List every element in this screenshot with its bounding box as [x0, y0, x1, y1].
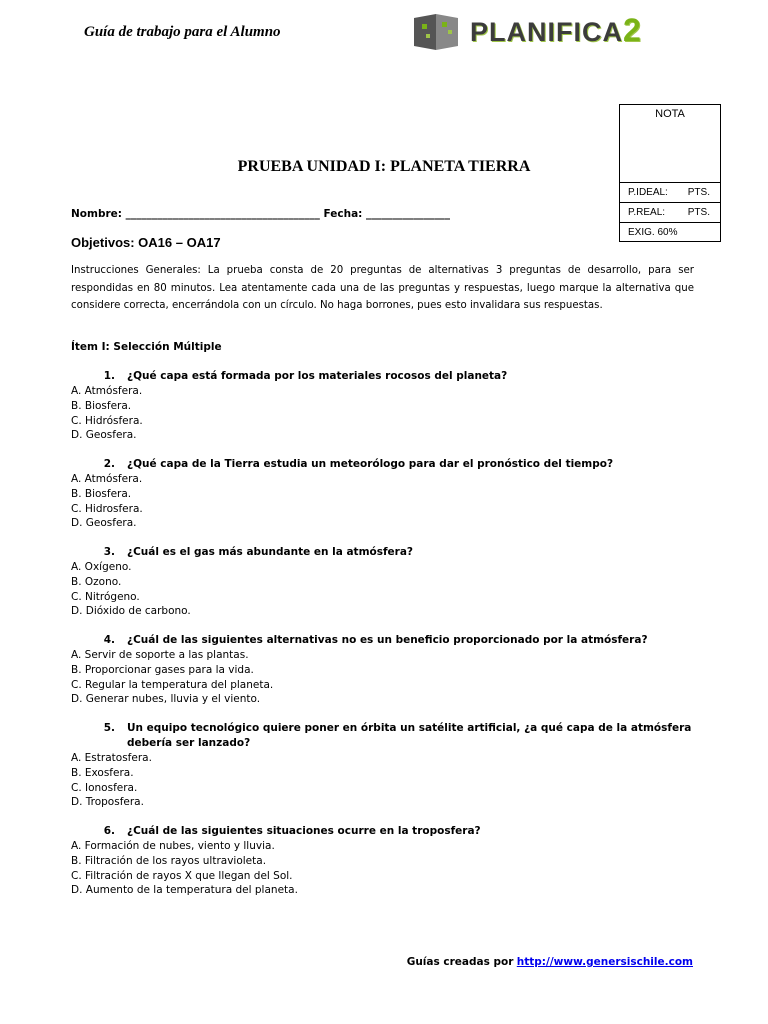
answer-option[interactable]: A. Estratosfera. [71, 752, 152, 764]
question-number: 4. [103, 634, 115, 646]
question-heading [71, 457, 711, 472]
item-title: Ítem I: Selección Múltiple [71, 341, 222, 353]
answer-option[interactable]: A. Atmósfera. [71, 473, 143, 485]
answer-option[interactable]: A. Oxígeno. [71, 561, 132, 573]
answer-option[interactable]: C. Nitrógeno. [71, 590, 140, 603]
question-heading [71, 369, 711, 384]
answer-option[interactable]: D. Aumento de la temperatura del planeta. [71, 884, 298, 897]
question-heading [71, 545, 711, 560]
question-text: Un equipo tecnológico quiere poner en órbita un satélite artificial, ¿a qué capa de la atmósfera debería ser lanzado? [127, 722, 692, 749]
answer-option[interactable]: C. Regular la temperatura del planeta. [71, 678, 274, 691]
answer-option[interactable]: D. Geosfera. [71, 429, 137, 442]
question-text: ¿Cuál de las siguientes alternativas no es un beneficio proporcionado por la atmósfera? [127, 634, 648, 646]
answer-option[interactable]: C. Ionosfera. [71, 781, 138, 794]
ideal-score-row: P.IDEAL: PTS. [620, 182, 720, 201]
answer-option[interactable]: C. Filtración de rayos X que llegan del Sol. [71, 869, 293, 882]
test-title: PRUEBA UNIDAD I: PLANETA TIERRA [237, 158, 531, 175]
question-text: ¿Qué capa de la Tierra estudia un meteorólogo para dar el pronóstico del tiempo? [127, 458, 614, 470]
question-number: 3. [103, 546, 115, 558]
answer-option[interactable]: B. Biosfera. [71, 487, 132, 500]
answer-option[interactable]: B. Filtración de los rayos ultravioleta. [71, 854, 267, 867]
header-title: Guía de trabajo para el Alumno [84, 24, 281, 40]
question-3 [71, 545, 711, 619]
footer [407, 956, 693, 968]
question-5 [71, 721, 711, 810]
question-2 [71, 457, 711, 531]
question-number: 1. [103, 370, 115, 382]
question-number: 2. [103, 458, 115, 470]
real-score-row: P.REAL: PTS. [620, 202, 720, 221]
exigency-row: EXIG. 60% [620, 222, 720, 241]
answer-option[interactable]: B. Biosfera. [71, 399, 132, 412]
answer-option[interactable]: C. Hidrósfera. [71, 414, 143, 427]
question-heading [71, 633, 711, 648]
question-number: 5. [103, 722, 115, 734]
answer-option[interactable]: A. Formación de nubes, viento y lluvia. [71, 840, 275, 852]
instructions: Instrucciones Generales: La prueba consta de 20 preguntas de alternativas 3 preguntas de desarrollo, para ser respondidas en 80 minutos. Lea atentamente cada una de las preguntas y respuestas, luego marque la alternativa que considere correcta, encerrándola con un círculo. No haga borrones, pues esto invalidara sus respuestas. [71, 265, 694, 311]
name-date-line: Nombre: _____________________________________ Fecha: ________________ [71, 208, 451, 220]
question-1 [71, 369, 711, 443]
answer-option[interactable]: D. Generar nubes, lluvia y el viento. [71, 693, 261, 706]
question-text: ¿Cuál de las siguientes situaciones ocurre en la troposfera? [127, 825, 481, 837]
question-6 [71, 824, 711, 898]
answer-option[interactable]: B. Ozono. [71, 575, 122, 588]
answer-option[interactable]: B. Exosfera. [71, 766, 134, 779]
answer-option[interactable]: D. Troposfera. [71, 796, 144, 809]
answer-option[interactable]: D. Geosfera. [71, 517, 137, 530]
answer-option[interactable]: A. Servir de soporte a las plantas. [71, 649, 249, 661]
grade-title: NOTA [655, 108, 685, 120]
question-number: 6. [103, 825, 115, 837]
logo-wordmark: PLANIFICA2 [470, 12, 642, 48]
question-heading [71, 721, 711, 751]
answer-option[interactable]: B. Proporcionar gases para la vida. [71, 663, 254, 676]
objectives: Objetivos: OA16 – OA17 [71, 235, 221, 250]
question-text: ¿Cuál es el gas más abundante en la atmósfera? [127, 546, 414, 558]
question-4 [71, 633, 711, 707]
footer-link[interactable]: http://www.genersischile.com [516, 956, 693, 968]
answer-option[interactable]: D. Dióxido de carbono. [71, 605, 191, 618]
answer-option[interactable]: A. Atmósfera. [71, 385, 143, 397]
question-text: ¿Qué capa está formada por los materiales rocosos del planeta? [127, 370, 508, 382]
answer-option[interactable]: C. Hidrosfera. [71, 502, 143, 515]
question-heading [71, 824, 711, 839]
footer-label: Guías creadas por [406, 956, 514, 968]
